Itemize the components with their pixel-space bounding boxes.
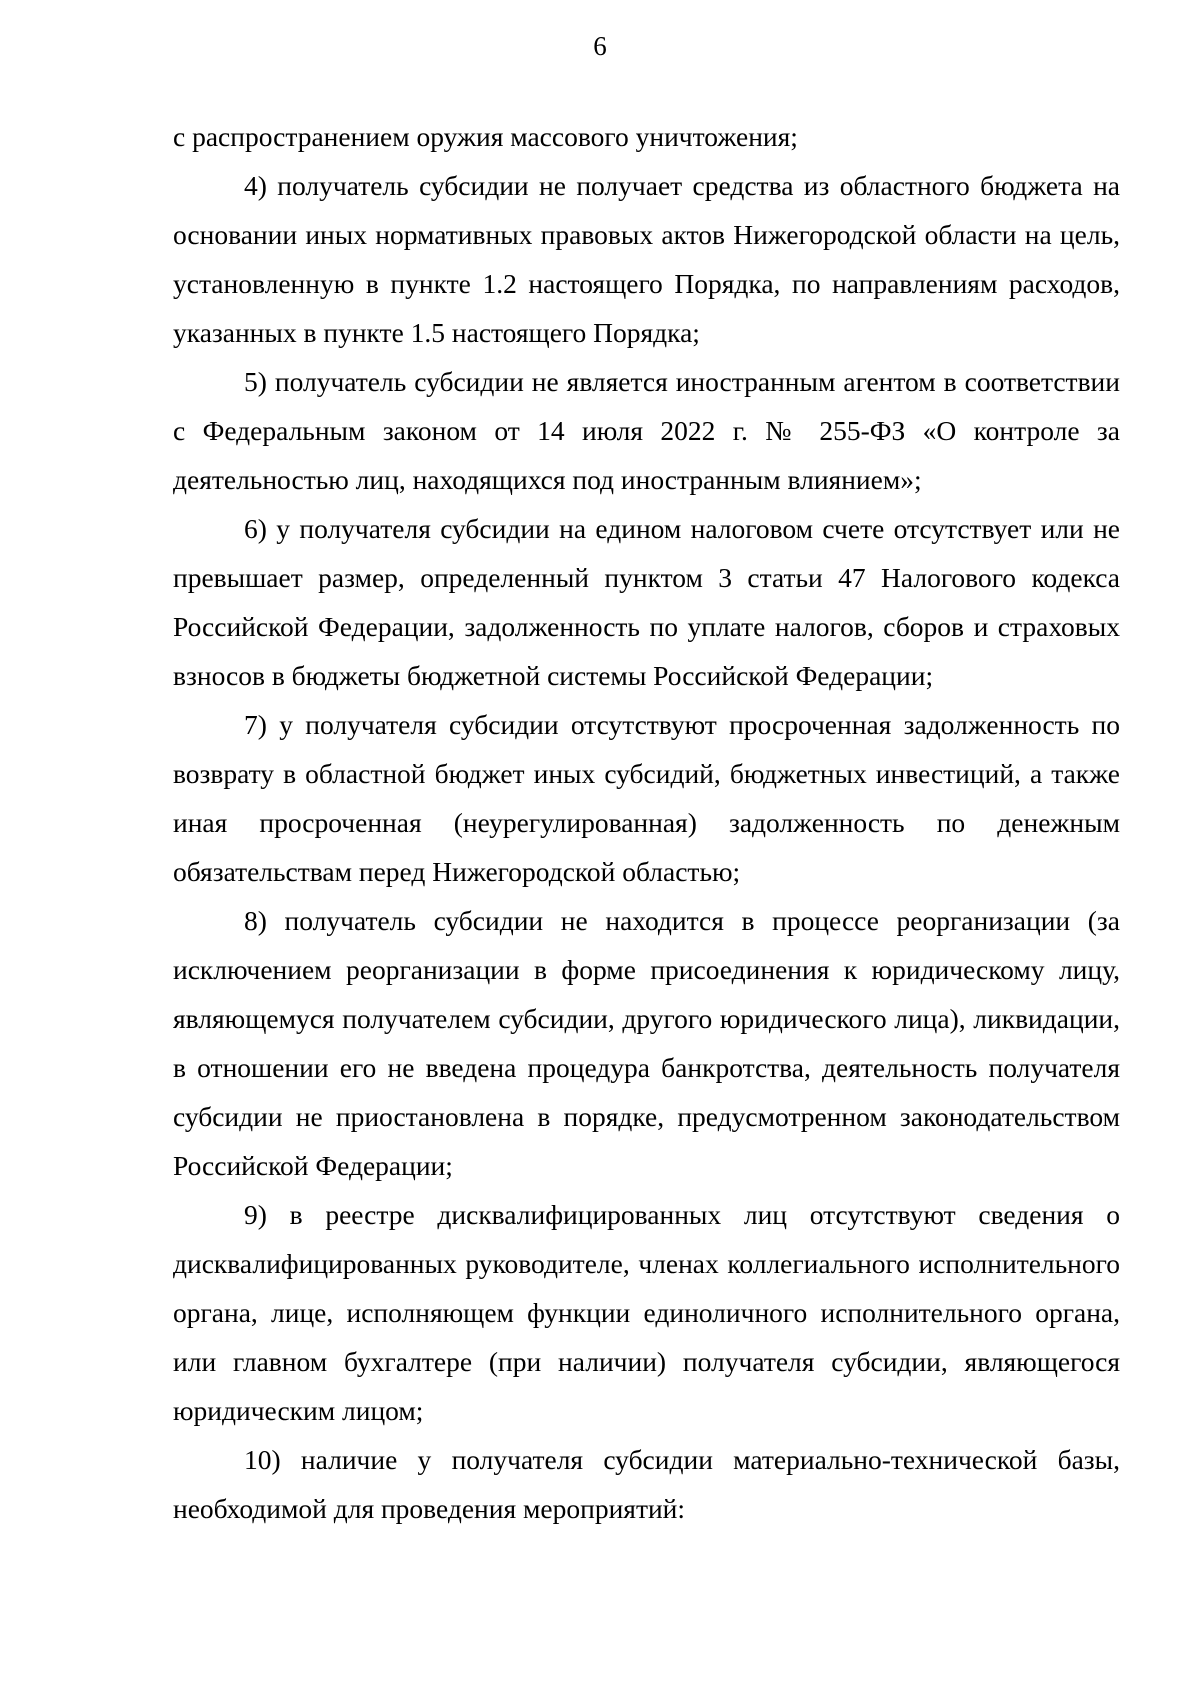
paragraph-item-8: 8) получатель субсидии не находится в процессе реорганизации (за исключением реорганизации в форме присоединения к юридическому лицу, являющемуся получателем субсидии, другого юридического лица), ликвидации, в отношении его не введена процедура банкротства, деятельность получателя субсидии не приостановлена в порядке, предусмотренном законодательством Российской Федерации; [173, 905, 1120, 1181]
paragraph-continuation: с распространением оружия массового уничтожения; [173, 121, 798, 152]
paragraph-item-7: 7) у получателя субсидии отсутствуют просроченная задолженность по возврату в областной бюджет иных субсидий, бюджетных инвестиций, а также иная просроченная (неурегулированная) задолженность по денежным обязательствам перед Нижегородской областью; [173, 709, 1120, 887]
document-body [173, 112, 1120, 1533]
page-number: 6 [593, 31, 607, 61]
paragraph-item-4: 4) получатель субсидии не получает средства из областного бюджета на основании иных нормативных правовых актов Нижегородской области на цель, установленную в пункте 1.2 настоящего Порядка, по направлениям расходов, указанных в пункте 1.5 настоящего Порядка; [173, 170, 1120, 348]
paragraph-item-6: 6) у получателя субсидии на едином налоговом счете отсутствует или не превышает размер, определенный пунктом 3 статьи 47 Налогового кодекса Российской Федерации, задолженность по уплате налогов, сборов и страховых взносов в бюджеты бюджетной системы Российской Федерации; [173, 513, 1120, 691]
paragraph-item-5: 5) получатель субсидии не является иностранным агентом в соответствии с Федеральным законом от 14 июля 2022 г. № 255-ФЗ «О контроле за деятельностью лиц, находящихся под иностранным влиянием»; [173, 366, 1120, 495]
paragraph-item-9: 9) в реестре дисквалифицированных лиц отсутствуют сведения о дисквалифицированных руководителе, членах коллегиального исполнительного органа, лице, исполняющем функции единоличного исполнительного органа, или главном бухгалтере (при наличии) получателя субсидии, являющегося юридическим лицом; [173, 1199, 1120, 1426]
paragraph-item-10: 10) наличие у получателя субсидии материально-технической базы, необходимой для проведения мероприятий: [173, 1444, 1120, 1524]
